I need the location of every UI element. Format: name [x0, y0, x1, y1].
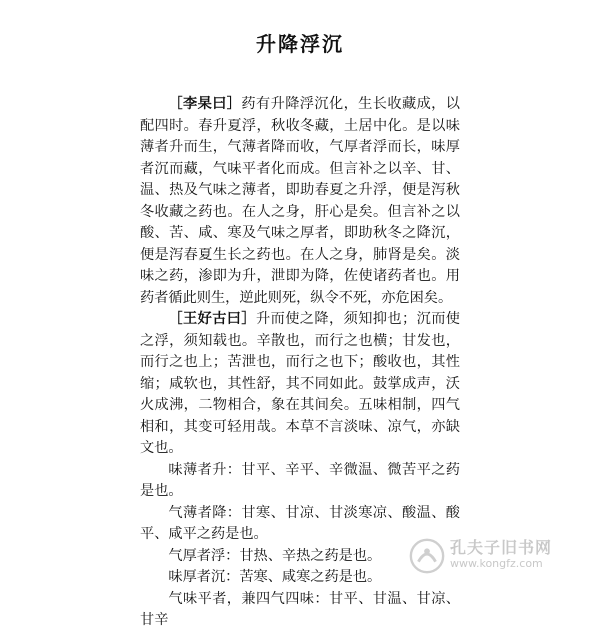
page-title: 升降浮沉 [256, 32, 344, 56]
watermark-text [450, 540, 552, 572]
paragraph-text: 味薄者升：甘平、辛平、辛微温、微苦平之药是也。 [140, 461, 460, 499]
watermark [408, 534, 578, 578]
paragraph-li-gao [140, 94, 460, 309]
author-label: ［李杲曰］ [168, 96, 242, 112]
paragraph-text: 味厚者沉：苦寒、咸寒之药是也。 [168, 569, 382, 585]
watermark-name: 孔夫子旧书网 [450, 538, 553, 557]
paragraph-text: 气薄者降：甘寒、甘凉、甘淡寒凉、酸温、酸平、咸平之药是也。 [140, 504, 460, 542]
paragraph-item [140, 460, 460, 503]
paragraph-wang-haogu [140, 309, 460, 460]
watermark-url: www.kongfz.com [450, 557, 543, 570]
paragraph-text: 气厚者浮：甘热、辛热之药是也。 [168, 547, 382, 564]
paragraph-item [140, 589, 460, 632]
paragraph-text: 升而使之降，须知抑也；沉而使之浮，须知载也。辛散也，而行之也横；甘发也，而行之也上；苦泄也，而行之也下；酸收也，其性缩；咸软也，其性舒，其不同如此。鼓掌成声，沃火成沸，二物相合，象在其间矣。五味相制，四气相和，其变可轻用哉。本草不言淡味、凉气，亦缺文也。 [140, 311, 460, 456]
paragraph-text: 气味平者，兼四气四味：甘平、甘温、甘凉、甘辛 [140, 590, 460, 628]
bookstore-logo-icon [408, 537, 446, 575]
paragraph-text: 药有升降浮沉化，生长收藏成，以配四时。春升夏浮，秋收冬藏，土居中化。是以味薄者升而生，气薄者降而收，气厚者浮而长，味厚者沉而藏，气味平者化而成。但言补之以辛、甘、温、热及气味之薄者，即助春夏之升浮，便是泻秋冬收藏之药也。在人之身，肝心是矣。但言补之以酸、苦、咸、寒及气味之厚者，即助秋冬之降沉，便是泻春夏生长之药也。在人之身，肺肾是矣。淡味之药，渗即为升，泄即为降，佐使诸药者也。用药者循此则生，逆此则死，纵令不死，亦危困矣。 [140, 96, 460, 306]
author-label: ［王好古曰］ [168, 311, 256, 327]
